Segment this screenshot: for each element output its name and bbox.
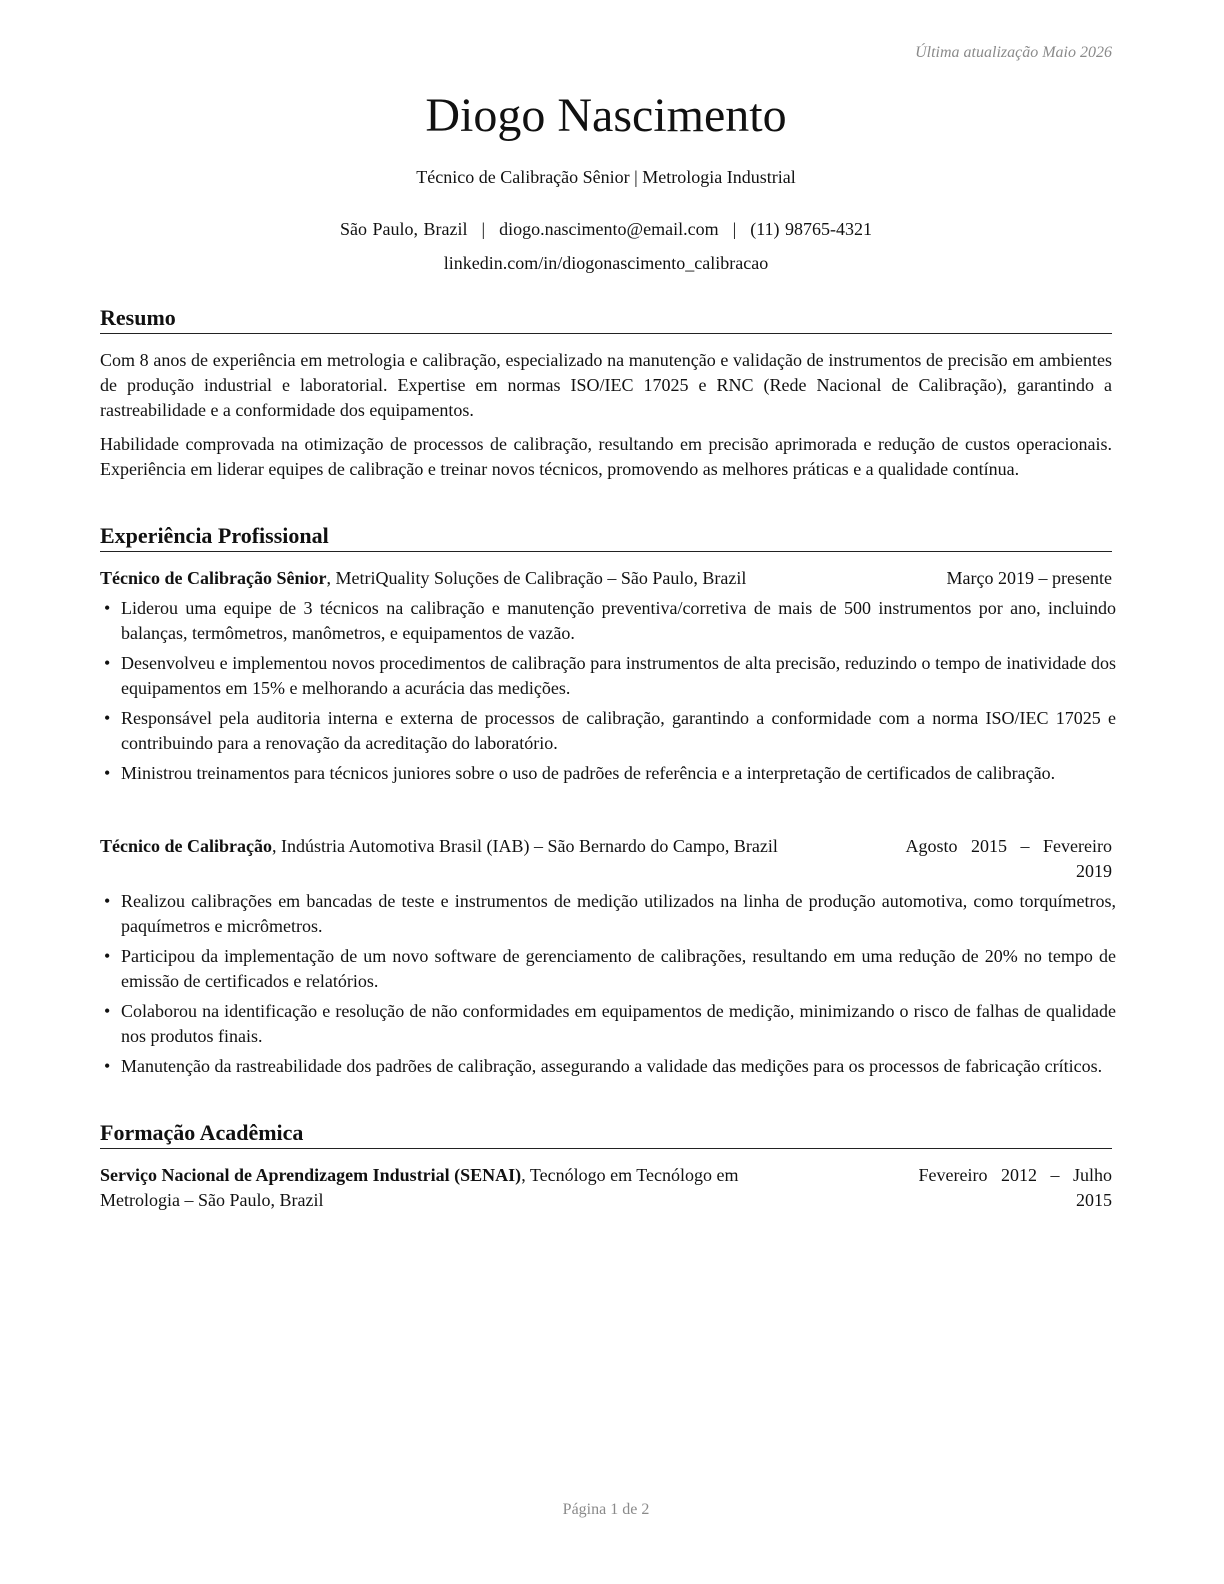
section-title-experience: Experiência Profissional: [100, 523, 1112, 552]
bullet-item: [100, 761, 1116, 786]
bullet-text: Manutenção da rastreabilidade dos padrões de calibração, assegurando a validade das medições para os processos de fabricação críticos.: [121, 1056, 1103, 1076]
bullet-text: Participou da implementação de um novo software de gerenciamento de calibrações, resultando em uma redução de 20% no tempo de emissão de certificados e relatórios.: [121, 946, 1116, 991]
bullet-text: Desenvolveu e implementou novos procedimentos de calibração para instrumentos de alta precisão, reduzindo o tempo de inatividade dos equipamentos em 15% e melhorando a acurácia das medições.: [121, 653, 1116, 698]
job-role: Técnico de Calibração: [100, 836, 272, 856]
job-bullets: [100, 889, 1116, 1084]
bullet-dot-icon: •: [104, 763, 111, 783]
bullet-dot-icon: •: [104, 598, 111, 618]
contact-separator: |: [732, 219, 737, 239]
bullet-item: [100, 999, 1116, 1049]
education-dates-line: Fevereiro 2012 – Julho: [918, 1165, 1112, 1185]
bullet-dot-icon: •: [104, 1001, 111, 1021]
section-title-education: Formação Acadêmica: [100, 1120, 1112, 1149]
job-dates-line: Agosto 2015 – Fevereiro: [905, 836, 1112, 856]
page-number: Página 1 de 2: [562, 1501, 650, 1518]
bullet-dot-icon: •: [104, 708, 111, 728]
bullet-item: [100, 651, 1116, 701]
contact-phone: (11) 98765-4321: [750, 219, 873, 239]
contact-line: [100, 219, 1112, 240]
bullet-text: Colaborou na identificação e resolução de não conformidades em equipamentos de medição, minimizando o risco de falhas de qualidade nos produtos finais.: [121, 1001, 1116, 1046]
candidate-name: Diogo Nascimento: [425, 89, 787, 142]
education-dates: [872, 1163, 1112, 1213]
bullet-text: Ministrou treinamentos para técnicos juniores sobre o uso de padrões de referência e a interpretação de certificados de calibração.: [121, 763, 1056, 783]
summary-paragraph: Com 8 anos de experiência em metrologia e calibração, especializado na manutenção e validação de instrumentos de precisão em ambientes de produção industrial e laboratorial. Expertise em normas ISO/IEC 17025 e RNC (Rede Nacional de Calibração), garantindo a rastreabilidade e a conformidade dos equipamentos.: [100, 350, 1112, 420]
bullet-item: [100, 596, 1116, 646]
bullet-dot-icon: •: [104, 1056, 111, 1076]
education-institution: Serviço Nacional de Aprendizagem Industrial (SENAI): [100, 1165, 522, 1185]
job-dates: [906, 834, 1112, 884]
job-role: Técnico de Calibração Sênior: [100, 568, 327, 588]
job-dates-line: 2019: [1076, 861, 1112, 881]
job-header: [100, 566, 1112, 591]
job-bullets: [100, 596, 1116, 791]
bullet-text: Responsável pela auditoria interna e externa de processos de calibração, garantindo a conformidade com a norma ISO/IEC 17025 e contribuindo para a renovação da acreditação do laboratório.: [121, 708, 1116, 753]
bullet-dot-icon: •: [104, 946, 111, 966]
job-dates: Março 2019 – presente: [946, 568, 1112, 588]
resume-page: [100, 0, 1116, 1584]
bullet-item: [100, 706, 1116, 756]
bullet-dot-icon: •: [104, 891, 111, 911]
contact-location: São Paulo, Brazil: [339, 219, 468, 239]
job-company: , MetriQuality Soluções de Calibração – São Paulo, Brazil: [326, 568, 747, 588]
bullet-item: [100, 889, 1116, 939]
education-entry: [100, 1163, 1112, 1215]
contact-email[interactable]: diogo.nascimento@email.com: [499, 219, 719, 239]
candidate-headline: Técnico de Calibração Sênior | Metrologia Industrial: [416, 167, 796, 187]
last-updated-note: Última atualização Maio 2026: [915, 44, 1112, 61]
bullet-text: Liderou uma equipe de 3 técnicos na calibração e manutenção preventiva/corretiva de mais de 500 instrumentos por ano, incluindo balanças, termômetros, manômetros, e equipamentos de vazão.: [121, 598, 1116, 643]
bullet-item: [100, 1054, 1116, 1079]
contact-separator: |: [481, 219, 486, 239]
education-institution-block: [100, 1163, 960, 1213]
education-dates-line: 2015: [1076, 1190, 1112, 1210]
job-header: [100, 834, 1112, 881]
education-degree-location: Metrologia – São Paulo, Brazil: [100, 1190, 324, 1210]
bullet-dot-icon: •: [104, 653, 111, 673]
linkedin-link[interactable]: linkedin.com/in/diogonascimento_calibracao: [443, 253, 769, 273]
job-company: , Indústria Automotiva Brasil (IAB) – São Bernardo do Campo, Brazil: [271, 836, 778, 856]
education-degree: , Tecnólogo em Tecnólogo em: [521, 1165, 739, 1185]
section-title-summary: Resumo: [100, 305, 1112, 334]
bullet-item: [100, 944, 1116, 994]
bullet-text: Realizou calibrações em bancadas de teste e instrumentos de medição utilizados na linha de produção automotiva, como torquímetros, paquímetros e micrômetros.: [121, 891, 1116, 936]
summary-paragraph: Habilidade comprovada na otimização de processos de calibração, resultando em precisão aprimorada e redução de custos operacionais. Experiência em liderar equipes de calibração e treinar novos técnicos, promovendo as melhores práticas e a qualidade contínua.: [100, 434, 1112, 479]
